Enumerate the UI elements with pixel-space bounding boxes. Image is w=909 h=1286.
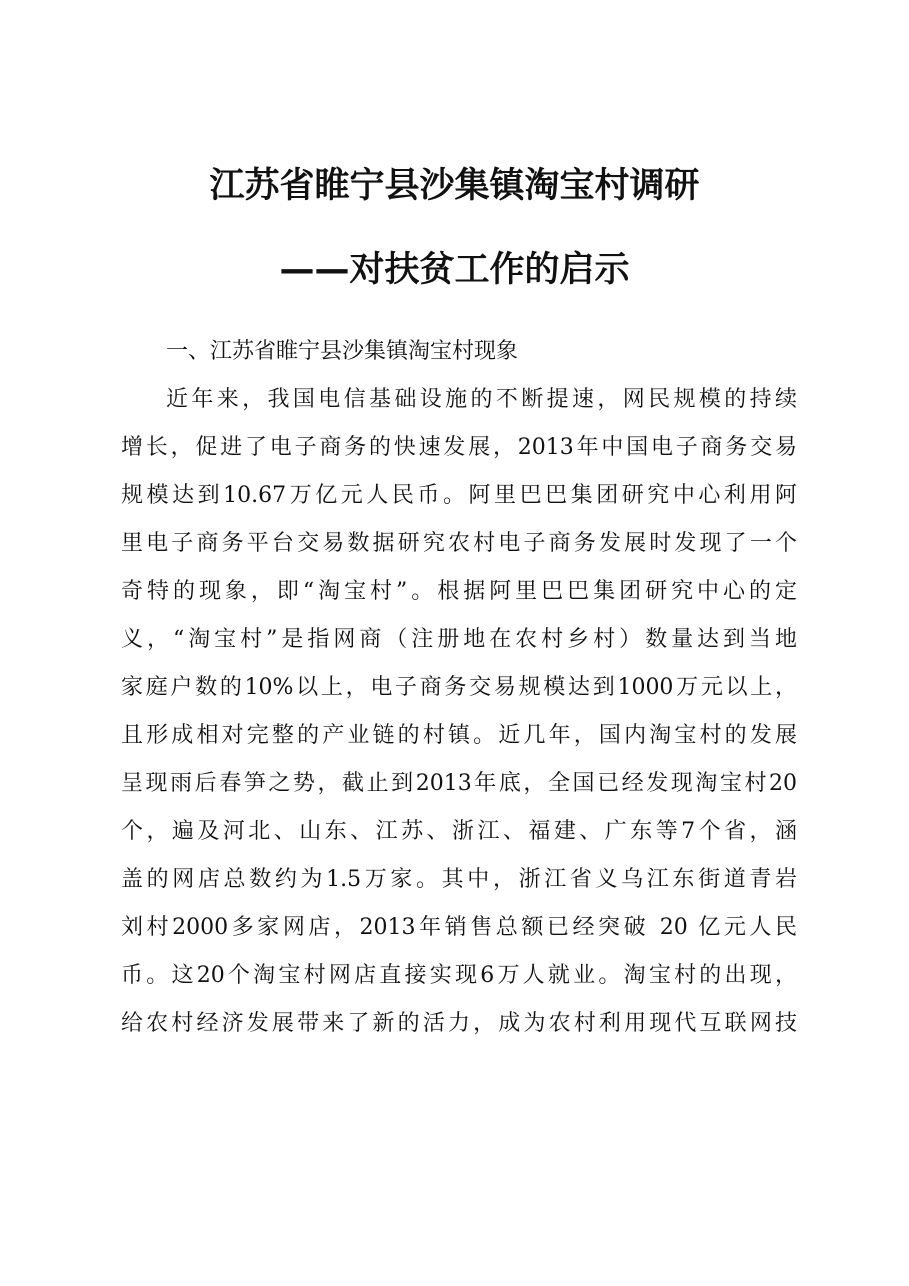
paragraph-line: 义，“淘宝村”是指网商（注册地在农村乡村）数量达到当地 — [121, 627, 797, 652]
paragraph-line: 规模达到10.67万亿元人民币。阿里巴巴集团研究中心利用阿 — [121, 483, 797, 508]
paragraph-line: 呈现雨后春笋之势，截止到2013年底，全国已经发现淘宝村20 — [121, 771, 797, 796]
paragraph-line: 近年来，我国电信基础设施的不断提速，网民规模的持续 — [166, 387, 797, 412]
paragraph-line: 个，遍及河北、山东、江苏、浙江、福建、广东等7个省，涵 — [121, 819, 797, 844]
paragraph-line: 给农村经济发展带来了新的活力，成为农村利用现代互联网技 — [121, 1011, 797, 1036]
document-title: 江苏省睢宁县沙集镇淘宝村调研 — [209, 166, 700, 206]
document-body — [121, 328, 797, 1048]
paragraph-line: 刘村2000多家网店，2013年销售总额已经突破 20 亿元人民 — [121, 915, 797, 940]
paragraph-line: 币。这20个淘宝村网店直接实现6万人就业。淘宝村的出现， — [121, 963, 797, 988]
paragraph-line: 增长，促进了电子商务的快速发展，2013年中国电子商务交易 — [121, 435, 797, 460]
paragraph-line: 且形成相对完整的产业链的村镇。近几年，国内淘宝村的发展 — [121, 723, 797, 748]
paragraph-line: 家庭户数的10%以上，电子商务交易规模达到1000万元以上， — [121, 675, 797, 700]
paragraph-line: 奇特的现象，即“淘宝村”。根据阿里巴巴集团研究中心的定 — [121, 579, 797, 604]
paragraph-line: 里电子商务平台交易数据研究农村电子商务发展时发现了一个 — [121, 531, 797, 556]
document-subtitle: ——对扶贫工作的启示 — [279, 250, 630, 290]
paragraph-line: 盖的网店总数约为1.5万家。其中，浙江省义乌江东街道青岩 — [121, 867, 797, 892]
section-heading: 一、江苏省睢宁县沙集镇淘宝村现象 — [166, 339, 519, 364]
body-paragraph — [121, 376, 797, 1048]
